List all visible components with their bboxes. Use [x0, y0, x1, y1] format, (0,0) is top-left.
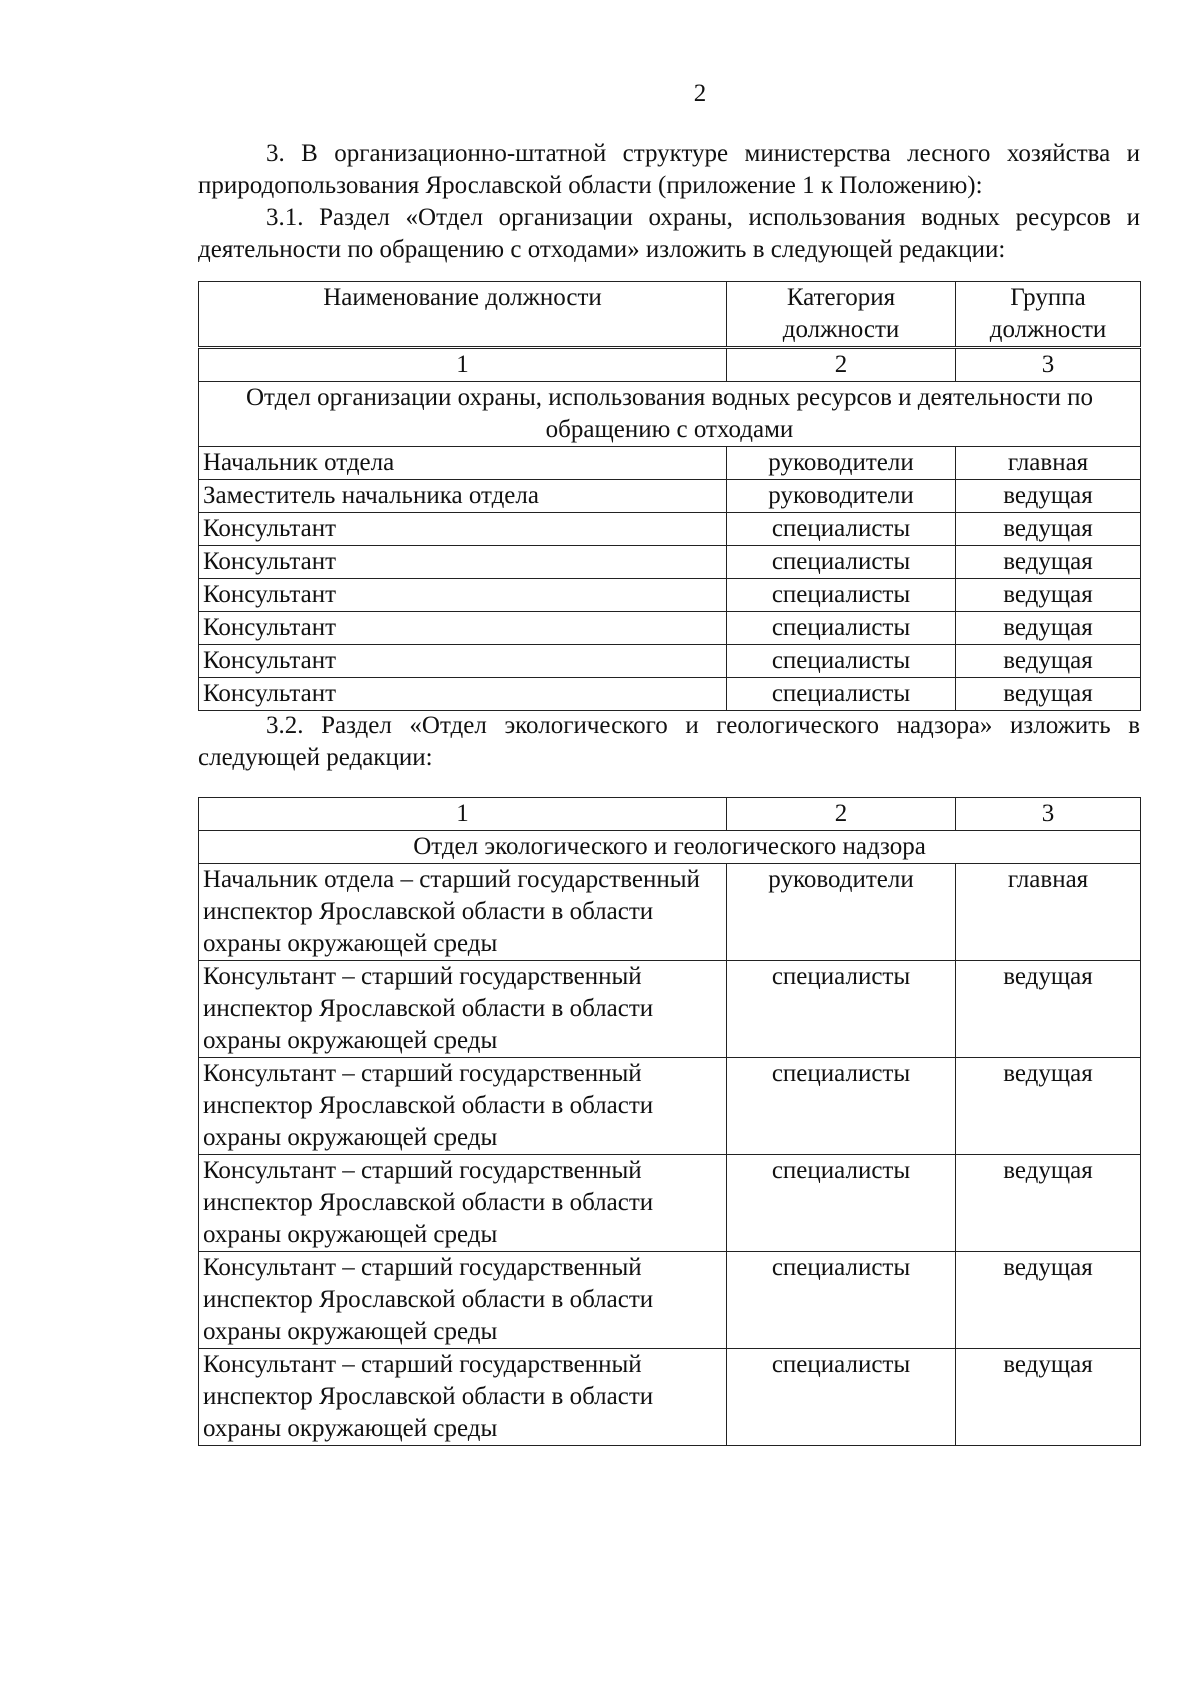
table-row	[199, 1252, 1141, 1349]
table-number-row	[199, 798, 1141, 831]
category-cell: специалисты	[727, 546, 956, 579]
group-cell: ведущая	[956, 1349, 1141, 1446]
position-name-cell: Консультант – старший государственный инспектор Ярославской области в области охраны окружающей среды	[199, 1058, 727, 1155]
section-title: Отдел организации охраны, использования водных ресурсов и деятельности по обращению с отходами	[199, 382, 1141, 447]
category-cell: специалисты	[727, 1349, 956, 1446]
category-cell: специалисты	[727, 678, 956, 711]
category-cell: специалисты	[727, 645, 956, 678]
group-cell: ведущая	[956, 961, 1141, 1058]
table-row	[199, 447, 1141, 480]
page-number: 2	[693, 80, 707, 107]
category-cell: руководители	[727, 864, 956, 961]
section-title-row	[199, 382, 1141, 447]
position-name-cell: Консультант – старший государственный инспектор Ярославской области в области охраны окружающей среды	[199, 961, 727, 1058]
group-cell: ведущая	[956, 678, 1141, 711]
group-cell: ведущая	[956, 1058, 1141, 1155]
category-cell: специалисты	[727, 579, 956, 612]
table-row	[199, 513, 1141, 546]
table2-body	[199, 864, 1141, 1446]
position-name-cell: Консультант	[199, 546, 727, 579]
table-row	[199, 645, 1141, 678]
table-row	[199, 678, 1141, 711]
table-header-row	[199, 282, 1141, 348]
group-cell: ведущая	[956, 612, 1141, 645]
table-row	[199, 546, 1141, 579]
table-row	[199, 864, 1141, 961]
col-number-3: 3	[956, 798, 1141, 831]
header-group: Группа должности	[956, 282, 1141, 348]
position-name-cell: Начальник отдела	[199, 447, 727, 480]
group-cell: ведущая	[956, 1155, 1141, 1252]
position-name-cell: Консультант – старший государственный инспектор Ярославской области в области охраны окружающей среды	[199, 1349, 727, 1446]
category-cell: специалисты	[727, 1252, 956, 1349]
section-title: Отдел экологического и геологического надзора	[199, 831, 1141, 864]
position-name-cell: Консультант	[199, 579, 727, 612]
category-cell: специалисты	[727, 1155, 956, 1252]
group-cell: главная	[956, 864, 1141, 961]
section-title-row	[199, 831, 1141, 864]
table-row	[199, 612, 1141, 645]
col-number-2: 2	[727, 348, 956, 382]
col-number-2: 2	[727, 798, 956, 831]
category-cell: специалисты	[727, 612, 956, 645]
paragraph-3-2: 3.2. Раздел «Отдел экологического и геологического надзора» изложить в следующей редакции:	[198, 712, 1140, 771]
group-cell: ведущая	[956, 513, 1141, 546]
category-cell: специалисты	[727, 513, 956, 546]
category-cell: специалисты	[727, 961, 956, 1058]
group-cell: ведущая	[956, 546, 1141, 579]
table-row	[199, 480, 1141, 513]
table1-body	[199, 447, 1141, 711]
position-name-cell: Консультант – старший государственный инспектор Ярославской области в области охраны окружающей среды	[199, 1155, 727, 1252]
col-number-1: 1	[199, 798, 727, 831]
position-name-cell: Заместитель начальника отдела	[199, 480, 727, 513]
group-cell: ведущая	[956, 645, 1141, 678]
position-name-cell: Консультант	[199, 513, 727, 546]
col-number-1: 1	[199, 348, 727, 382]
position-name-cell: Начальник отдела – старший государственный инспектор Ярославской области в области охраны окружающей среды	[199, 864, 727, 961]
position-name-cell: Консультант	[199, 612, 727, 645]
group-cell: ведущая	[956, 480, 1141, 513]
category-cell: руководители	[727, 447, 956, 480]
position-name-cell: Консультант – старший государственный инспектор Ярославской области в области охраны окружающей среды	[199, 1252, 727, 1349]
header-category: Категория должности	[727, 282, 956, 348]
paragraph-3: 3. В организационно-штатной структуре министерства лесного хозяйства и природопользования Ярославской области (приложение 1 к Положению):	[198, 140, 1140, 199]
col-number-3: 3	[956, 348, 1141, 382]
group-cell: ведущая	[956, 1252, 1141, 1349]
positions-table-1	[198, 281, 1141, 711]
paragraph-3-1: 3.1. Раздел «Отдел организации охраны, использования водных ресурсов и деятельности по обращению с отходами» изложить в следующей редакции:	[198, 204, 1140, 263]
group-cell: главная	[956, 447, 1141, 480]
positions-table-2	[198, 797, 1141, 1446]
position-name-cell: Консультант	[199, 678, 727, 711]
table-row	[199, 1349, 1141, 1446]
header-position-name: Наименование должности	[199, 282, 727, 348]
table-number-row	[199, 348, 1141, 382]
group-cell: ведущая	[956, 579, 1141, 612]
table-row	[199, 1155, 1141, 1252]
table-row	[199, 961, 1141, 1058]
table-row	[199, 579, 1141, 612]
category-cell: руководители	[727, 480, 956, 513]
position-name-cell: Консультант	[199, 645, 727, 678]
table-row	[199, 1058, 1141, 1155]
category-cell: специалисты	[727, 1058, 956, 1155]
